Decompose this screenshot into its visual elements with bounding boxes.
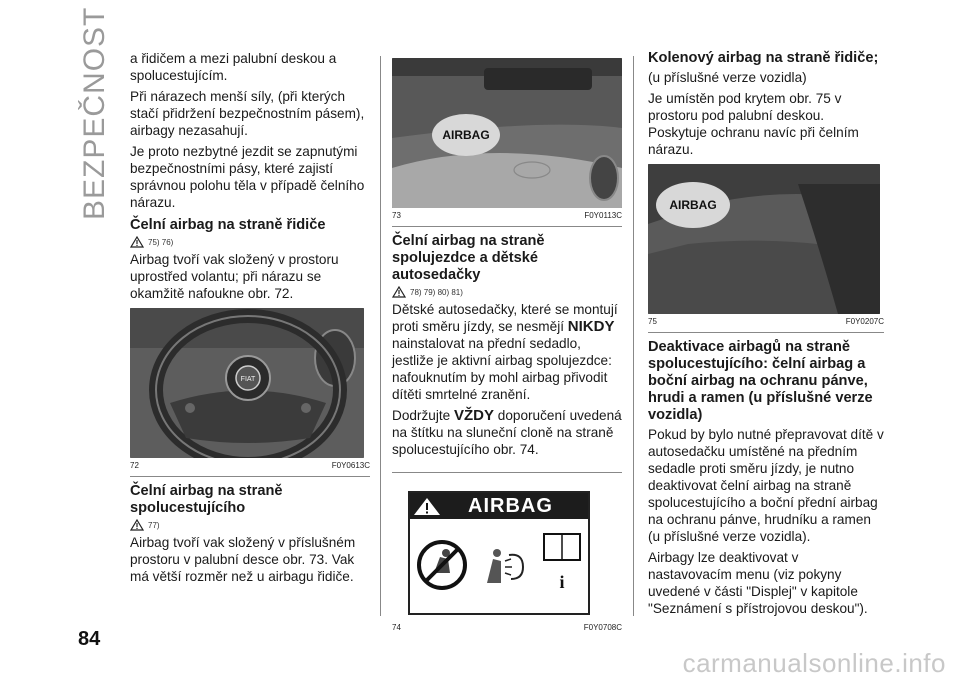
section-title: BEZPEČNOST [78, 6, 111, 220]
warning-icon [410, 495, 444, 517]
warning-icon [130, 519, 144, 531]
airbag-badge: AIRBAG [432, 114, 500, 156]
column-divider [380, 56, 381, 616]
no-child-seat-icon [416, 539, 468, 591]
column-divider [633, 56, 634, 616]
airbag-badge: AIRBAG [656, 182, 730, 228]
separator [648, 332, 884, 333]
paragraph: Airbagy lze deaktivovat v nastavovacím menu (viz pokyny uvedené v části "Displej" v kapitole "Seznámení s přístrojovou deskou"). [648, 550, 868, 616]
paragraph: Při nárazech menší síly, (při kterých stačí přidržení bezpečnostním pásem), airbagy nezasahují. [130, 89, 365, 138]
manual-book-icon [542, 530, 582, 600]
figure-caption: 74 F0Y0708C [392, 623, 622, 632]
paragraph: (u příslušné verze vozidla) [648, 70, 807, 85]
figure-caption: 72 F0Y0613C [130, 461, 370, 470]
heading-passenger-airbag: Čelní airbag na straně spolucestujícího [130, 483, 283, 516]
heading-driver-airbag: Čelní airbag na straně řidiče [130, 217, 326, 233]
paragraph: Dětské autosedačky, které se montují proti směru jízdy, se nesmějí NIKDY nainstalovat na přední sedadlo, jestliže je aktivní airbag spolujezdce: nafouknutím by mohl airbag přivodit dítěti smrtelné zranění. [392, 302, 618, 402]
svg-text:FIAT: FIAT [240, 376, 256, 383]
svg-text:i: i [559, 572, 565, 592]
warning-refs: 78) 79) 80) 81) [392, 286, 622, 298]
steering-wheel-image [130, 308, 364, 458]
column-3 [648, 50, 884, 621]
separator [392, 226, 622, 227]
label-header: AIRBAG [410, 493, 588, 519]
heading-deactivation: Deaktivace airbagů na straně spolucestujícího: čelní airbag a boční airbag na ochranu pánve, hrudi a ramen (u příslušné verze vozidla) [648, 339, 873, 423]
page-number: 84 [78, 628, 101, 650]
paragraph: Je umístěn pod krytem obr. 75 v prostoru pod palubní deskou. Poskytuje ochranu navíc při čelním nárazu. [648, 91, 859, 157]
separator [392, 472, 622, 473]
figure-72-steering-wheel [130, 308, 364, 458]
warning-icon [130, 236, 144, 248]
paragraph: Airbag tvoří vak složený v příslušném prostoru v palubní desce obr. 73. Vak má větší rozměr než u airbagu řidiče. [130, 535, 356, 584]
figure-74-airbag-label [408, 491, 590, 615]
column-1 [130, 50, 370, 589]
watermark: carmanualsonline.info [682, 648, 946, 678]
paragraph: a řidičem a mezi palubní deskou a spolucestujícím. [130, 51, 337, 83]
dashboard-image [392, 58, 622, 208]
warning-refs: 77) [130, 519, 370, 531]
airbag-deploy-icon [479, 539, 531, 591]
heading-knee-airbag: Kolenový airbag na straně řidiče; [648, 50, 879, 66]
paragraph: Dodržujte VŽDY doporučení uvedená na štítku na sluneční cloně na straně spolucestujícího obr. 74. [392, 407, 622, 457]
figure-73-dashboard [392, 58, 622, 208]
separator [130, 476, 370, 477]
column-2 [392, 58, 622, 632]
figure-caption: 75 F0Y0207C [648, 317, 884, 326]
label-pictograms [410, 519, 588, 611]
warning-icon [392, 286, 406, 298]
paragraph: Airbag tvoří vak složený v prostoru uprostřed volantu; při nárazu se okamžitě nafoukne obr. 72. [130, 252, 339, 301]
warning-refs: 75) 76) [130, 236, 370, 248]
heading-child-seat: Čelní airbag na straně spolujezdce a dětské autosedačky [392, 233, 545, 283]
paragraph: Je proto nezbytné jezdit se zapnutými bezpečnostními pásy, které zajistí správnou polohu těla v případě čelního nárazu. [130, 144, 365, 210]
figure-caption: 73 F0Y0113C [392, 211, 622, 220]
paragraph: Pokud by bylo nutné přepravovat dítě v autosedačku umístěné na předním sedadle proti směru jízdy, je nutno deaktivovat čelní airbag na straně spolucestujícího a boční přední airbag na ochranu pánve, hrudníku a ramen (u příslušné verze vozidla). [648, 427, 884, 544]
figure-75-knee-airbag [648, 164, 880, 314]
